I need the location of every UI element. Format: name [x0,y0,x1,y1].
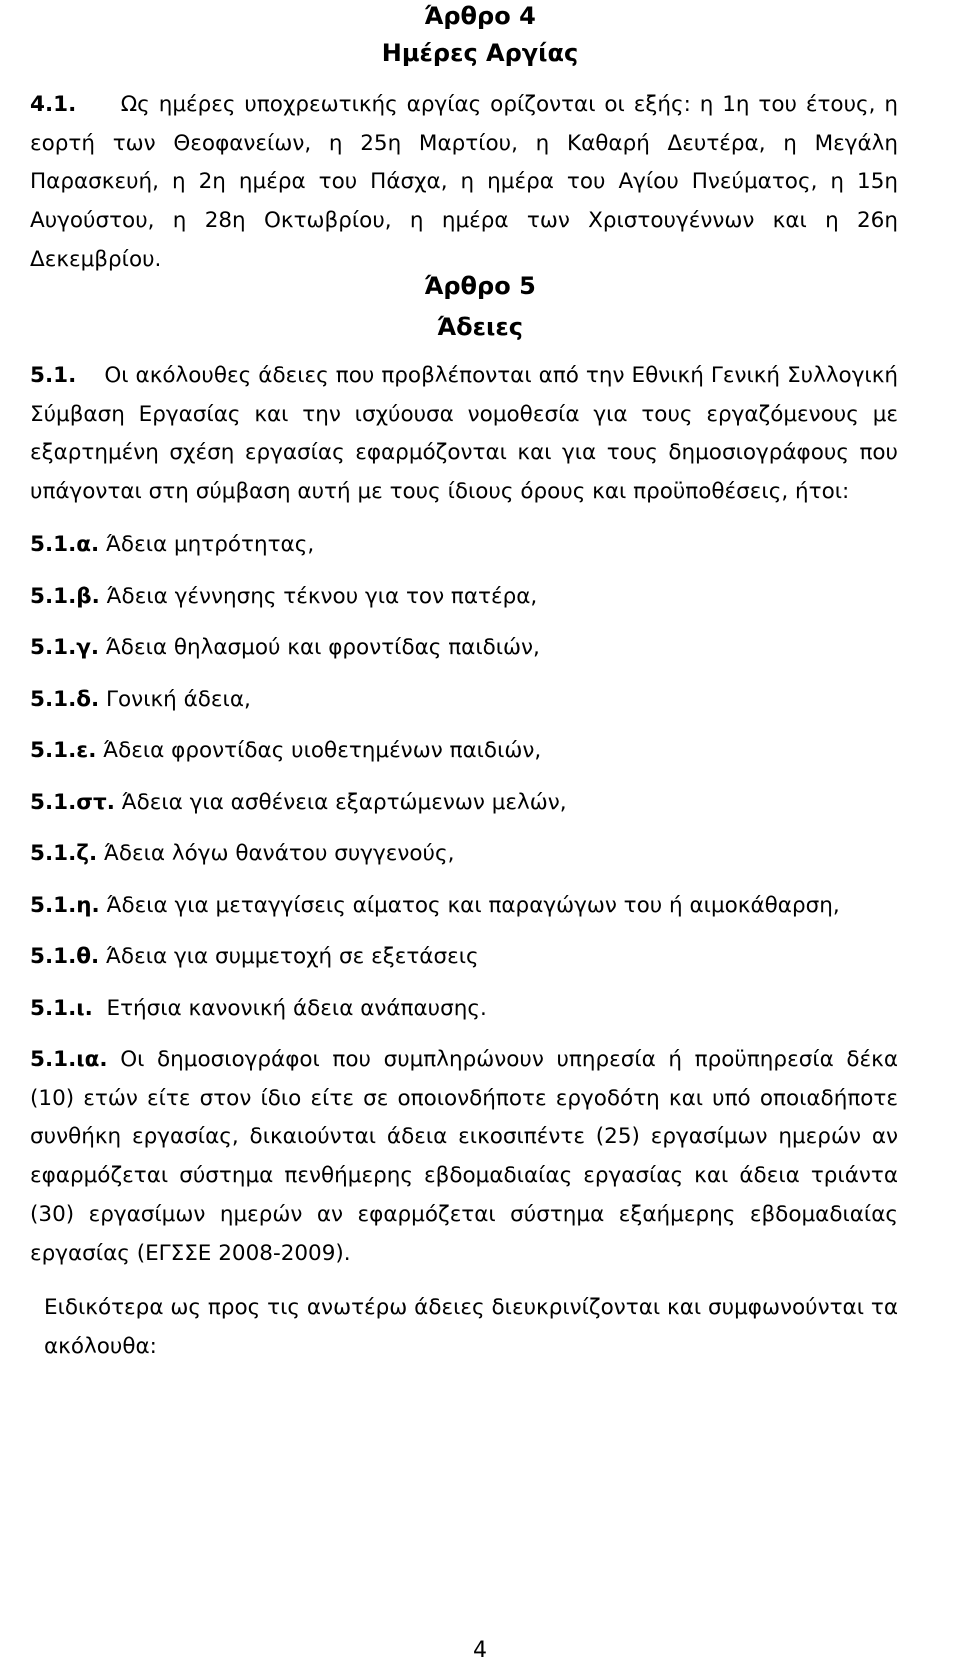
list-item-number: 5.1.η. [30,893,100,918]
article-5-title: Άρθρο 5 [424,272,536,300]
list-item-number: 5.1.θ. [30,944,100,969]
list-item-number: 5.1.ε. [30,738,97,763]
paragraph-number: 5.1.ια. [30,1047,108,1072]
article-4-title: Άρθρο 4 [424,2,536,30]
list-item-text: Άδεια φροντίδας υιοθετημένων παιδιών, [103,738,542,763]
list-item [30,839,910,869]
list-item-number: 5.1.ι. [30,996,93,1021]
list-item [30,582,910,612]
list-item-number: 5.1.ζ. [30,841,98,866]
page-number: 4 [473,1638,487,1663]
list-item [30,633,910,663]
paragraph-number: 5.1. [30,363,77,388]
list-item-number: 5.1.β. [30,584,100,609]
list-item [30,685,910,715]
paragraph-text: Ως ημέρες υποχρεωτικής αργίας ορίζονται οι εξής: η 1η του έτους, η εορτή των Θεοφανείων, η 25η Μαρτίου, η Καθαρή Δευτέρα, η Μεγάλη Παρασκευή, η 2η ημέρα του Πάσχα, η ημέρα του Αγίου Πνεύματος, η 15η Αυγούστου, η 28η Οκτωβρίου, η ημέρα των Χριστουγέννων και η 26η Δεκεμβρίου. [30,92,898,272]
list-item [30,530,910,560]
list-item [30,994,910,1024]
list-item-text: Άδεια θηλασμού και φροντίδας παιδιών, [105,635,540,660]
paragraph-4-1 [30,86,898,280]
article-4-subtitle: Ημέρες Αργίας [381,39,579,67]
list-item-text: Ετήσια κανονική άδεια ανάπαυσης. [106,996,487,1021]
paragraph-5-1 [30,357,898,512]
list-item-text: Άδεια λόγω θανάτου συγγενούς, [103,841,455,866]
paragraph-text: Οι ακόλουθες άδειες που προβλέπονται από την Εθνική Γενική Συλλογική Σύμβαση Εργασίας και την ισχύουσα νομοθεσία για τους εργαζόμενους με εξαρτημένη σχέση εργασίας εφαρμόζονται και για τους δημοσιογράφους που υπάγονται στη σύμβαση αυτή με τους ίδιους όρους και προϋποθέσεις, ήτοι: [30,363,898,505]
list-item-number: 5.1.δ. [30,687,100,712]
closing-paragraph: Ειδικότερα ως προς τις ανωτέρω άδειες διευκρινίζονται και συμφωνούνται τα ακόλουθα: [44,1295,898,1359]
list-item-number: 5.1.γ. [30,635,100,660]
list-item [30,788,910,818]
paragraph-number: 4.1. [30,92,77,117]
paragraph-text: Οι δημοσιογράφοι που συμπληρώνουν υπηρεσία ή προϋπηρεσία δέκα (10) ετών είτε στον ίδιο είτε σε οποιονδήποτε εργοδότη και υπό οποιαδήποτε συνθήκη εργασίας, δικαιούνται άδεια εικοσιπέντε (25) εργασίμων ημερών αν εφαρμόζεται σύστημα πενθήμερης εβδομαδιαίας εργασίας και άδεια τριάντα (30) εργασίμων ημερών αν εφαρμόζεται σύστημα εξαήμερης εβδομαδιαίας εργασίας (ΕΓΣΣΕ 2008-2009). [30,1047,898,1266]
list-item-text: Άδεια για μεταγγίσεις αίματος και παραγώγων του ή αιμοκάθαρση, [106,893,840,918]
list-item-text: Γονική άδεια, [106,687,251,712]
list-item-number: 5.1.στ. [30,790,115,815]
article-5-subtitle: Άδειες [437,313,523,341]
list-item [30,942,910,972]
list-item [30,736,910,766]
list-item [30,891,910,921]
list-item-text: Άδεια για συμμετοχή σε εξετάσεις [106,944,479,969]
list-item-text: Άδεια για ασθένεια εξαρτώμενων μελών, [121,790,567,815]
list-item-number: 5.1.α. [30,532,100,557]
list-item-text: Άδεια γέννησης τέκνου για τον πατέρα, [106,584,538,609]
list-item-text: Άδεια μητρότητας, [106,532,315,557]
paragraph-5-1-ia [30,1041,898,1273]
